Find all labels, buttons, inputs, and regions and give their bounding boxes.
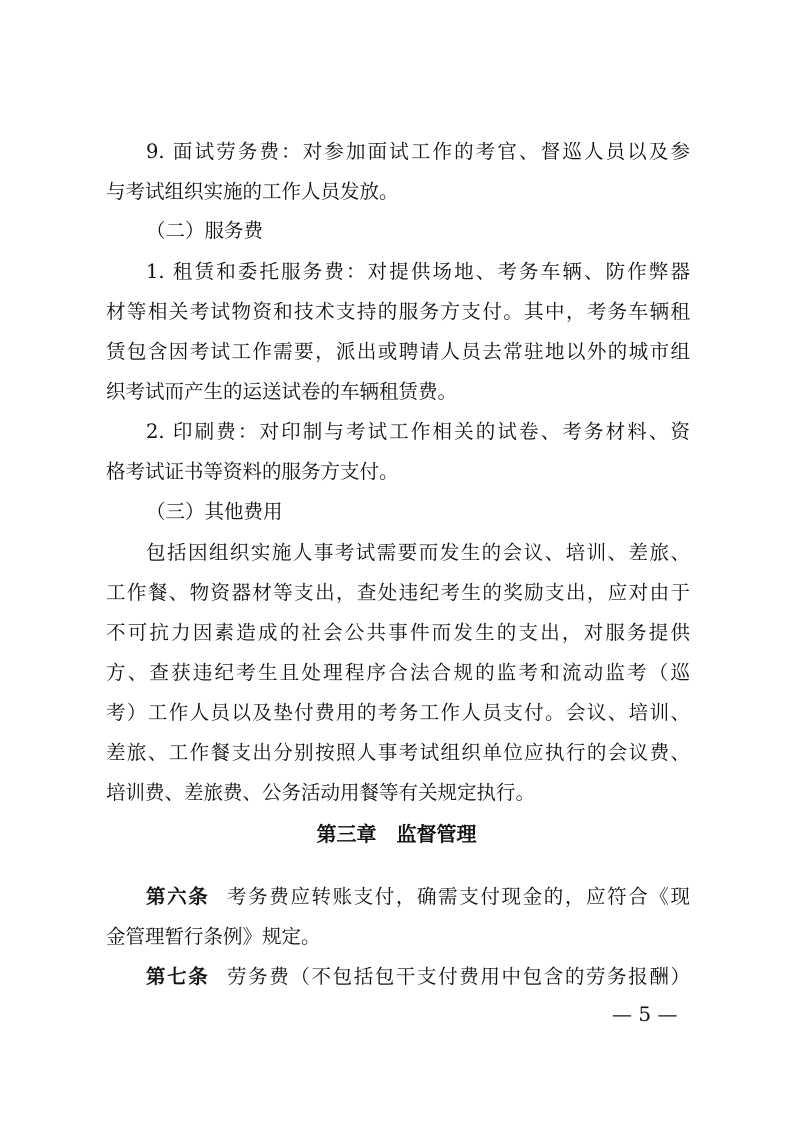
chapter-name: 监督管理 <box>396 822 477 846</box>
paragraph-line-7: 织考试而产生的运送试卷的车辆租赁费。 <box>106 380 458 403</box>
article-7-line-1 <box>146 963 690 991</box>
chapter-title <box>0 820 793 848</box>
paragraph-line-6: 赁包含因考试工作需要，派出或聘请人员去常驻地以外的城市组 <box>106 340 690 363</box>
paragraph-line-11: 包括因组织实施人事考试需要而发生的会议、培训、差旅、 <box>146 541 690 564</box>
article-7-text: 劳务费（不包括包干支付费用中包含的劳务报酬） <box>225 965 690 988</box>
paragraph-line-5: 材等相关考试物资和技术支持的服务方支付。其中，考务车辆租 <box>106 300 690 323</box>
article-6-text: 考务费应转账支付，确需支付现金的，应符合《现 <box>225 885 690 908</box>
section-heading-services: （二）服务费 <box>146 219 264 242</box>
paragraph-line-14: 方、查获违纪考生且处理程序合法合规的监考和流动监考（巡 <box>106 661 690 684</box>
paragraph-line-16: 差旅、工作餐支出分别按照人事考试组织单位应执行的会议费、 <box>106 741 690 764</box>
chapter-number: 第三章 <box>316 822 377 846</box>
section-heading-other-costs: （三）其他费用 <box>146 500 283 523</box>
paragraph-line-4: 1. 租赁和委托服务费：对提供场地、考务车辆、防作弊器 <box>146 260 690 283</box>
paragraph-line-1: 9. 面试劳务费：对参加面试工作的考官、督巡人员以及参 <box>146 140 690 163</box>
paragraph-line-2: 与考试组织实施的工作人员发放。 <box>106 180 399 203</box>
paragraph-line-8: 2. 印刷费：对印制与考试工作相关的试卷、考务材料、资 <box>146 420 690 443</box>
paragraph-line-9: 格考试证书等资料的服务方支付。 <box>106 460 399 483</box>
page-number: — 5 — <box>612 1002 678 1026</box>
paragraph-line-15: 考）工作人员以及垫付费用的考务工作人员支付。会议、培训、 <box>106 701 690 724</box>
article-6-line-2: 金管理暂行条例》规定。 <box>106 925 321 948</box>
paragraph-line-13: 不可抗力因素造成的社会公共事件而发生的支出，对服务提供 <box>106 621 690 644</box>
article-6-label: 第六条 <box>146 885 210 908</box>
paragraph-line-12: 工作餐、物资器材等支出，查处违纪考生的奖励支出，应对由于 <box>106 581 690 604</box>
article-7-label: 第七条 <box>146 965 210 988</box>
article-6-line-1 <box>146 883 690 911</box>
paragraph-line-17: 培训费、差旅费、公务活动用餐等有关规定执行。 <box>106 781 536 804</box>
